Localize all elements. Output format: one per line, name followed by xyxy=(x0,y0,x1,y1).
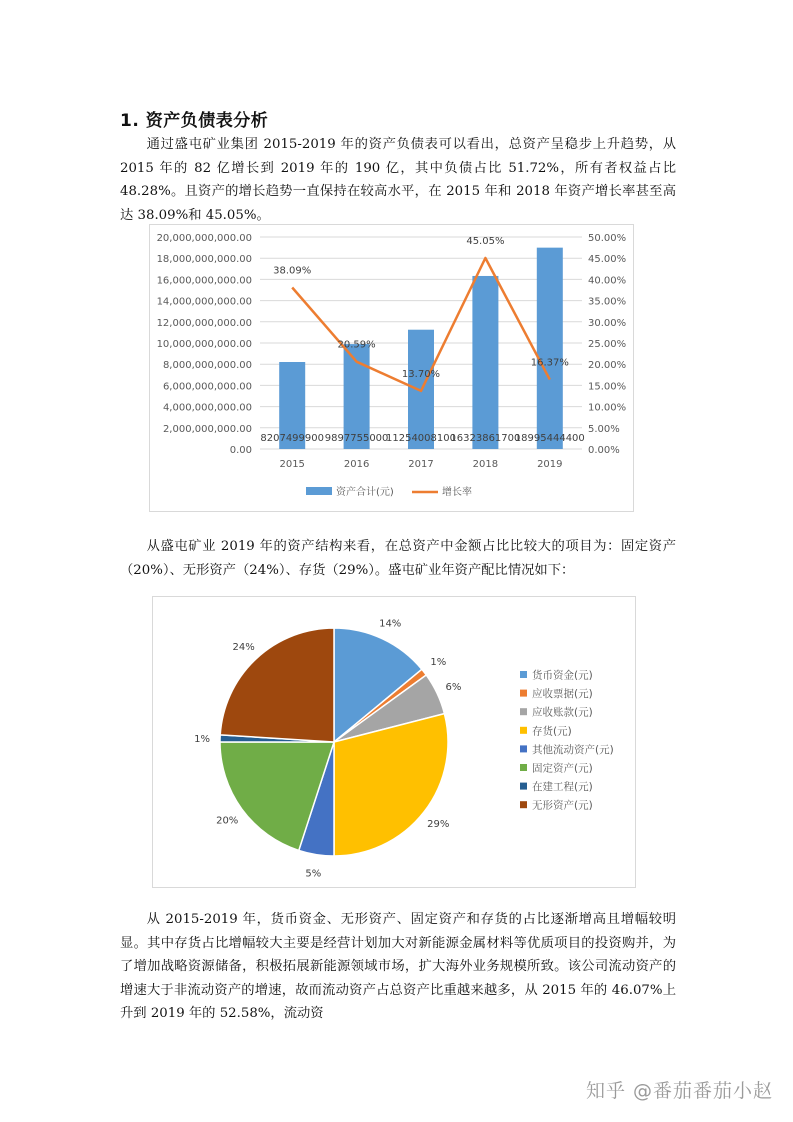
right-axis-tick-label: 45.00% xyxy=(588,254,627,266)
line-data-label: 45.05% xyxy=(466,235,505,247)
right-axis-tick-label: 50.00% xyxy=(588,233,627,244)
bar-data-label: 8207499900 xyxy=(260,433,325,444)
paragraph-text: 通过盛屯矿业集团 2015-2019 年的资产负债表可以看出，总资产呈稳步上升趋势，从 2015 年的 82 亿增长到 2019 年的 190 亿，其中负债占比 51.72%，所有者权益占比 48.28%。且资产的增长趋势一直保持在较高水平，在 2015 年和 2018 年资产增长率甚至高达 38.09%和 45.05%。 xyxy=(120,137,676,223)
legend-label: 无形资产(元) xyxy=(532,799,593,812)
legend-label: 应收账款(元) xyxy=(532,706,593,719)
legend-swatch xyxy=(520,671,527,678)
legend-label-line: 增长率 xyxy=(442,487,472,498)
line-data-label: 20.59% xyxy=(337,339,376,351)
right-axis-tick-label: 0.00% xyxy=(588,445,620,456)
bar-2018 xyxy=(472,276,498,449)
pie-data-label: 29% xyxy=(427,818,450,830)
x-axis-tick-label: 2016 xyxy=(343,459,370,470)
legend-label-bar: 资产合计(元) xyxy=(336,487,394,498)
pie-data-label: 1% xyxy=(430,657,447,669)
left-axis-tick-label: 12,000,000,000.00 xyxy=(156,317,252,329)
right-axis-tick-label: 40.00% xyxy=(588,275,627,287)
legend-swatch xyxy=(520,745,527,752)
left-axis-tick-label: 18,000,000,000.00 xyxy=(156,254,252,266)
left-axis-tick-label: 4,000,000,000.00 xyxy=(162,402,252,414)
total-assets-chart-svg xyxy=(150,225,633,511)
paragraph-asset-trend xyxy=(120,908,676,1026)
pie-data-label: 14% xyxy=(379,618,402,630)
bar-2019 xyxy=(537,248,563,449)
pie-data-label: 5% xyxy=(305,868,322,880)
pie-data-label: 6% xyxy=(445,681,462,693)
legend-label: 在建工程(元) xyxy=(532,781,593,794)
asset-structure-pie-svg xyxy=(153,597,635,887)
right-axis-tick-label: 10.00% xyxy=(588,402,627,414)
x-axis-tick-label: 2015 xyxy=(279,459,305,470)
left-axis-tick-label: 20,000,000,000.00 xyxy=(156,233,252,244)
legend-swatch-bar xyxy=(306,487,332,495)
watermark: 知乎 @番茄番茄小赵 xyxy=(585,1080,773,1102)
legend-swatch xyxy=(520,801,527,808)
right-axis-tick-label: 35.00% xyxy=(588,296,627,308)
legend-label: 应收票据(元) xyxy=(532,688,593,701)
left-axis-tick-label: 10,000,000,000.00 xyxy=(156,339,252,350)
right-axis-tick-label: 5.00% xyxy=(588,423,620,435)
legend-swatch xyxy=(520,764,527,771)
bar-data-label: 11254008100 xyxy=(386,433,456,444)
legend-swatch xyxy=(520,727,527,734)
pie-data-label: 24% xyxy=(232,641,255,653)
left-axis-tick-label: 8,000,000,000.00 xyxy=(162,360,252,372)
bar-data-label: 9897755000 xyxy=(324,433,389,444)
paragraph-text: 从盛屯矿业 2019 年的资产结构来看，在总资产中金额占比比较大的项目为：固定资产（20%）、无形资产（24%）、存货（29%）。盛屯矿业年资产配比情况如下： xyxy=(120,539,676,578)
bar-data-label: 16323861700 xyxy=(450,433,521,444)
paragraph-text: 从 2015-2019 年，货币资金、无形资产、固定资产和存货的占比逐渐增高且增幅较明显。其中存货占比增幅较大主要是经营计划加大对新能源金属材料等优质项目的投资购并，为了增加战略资源储备，积极拓展新能源领域市场，扩大海外业务规模所致。该公司流动资产的增速大于非流动资产的增速，故而流动资产占总资产比重越来越多，从 2015 年的 46.07%上升到 2019 年的 52.58%，流动资 xyxy=(120,912,676,1021)
asset-structure-pie-chart xyxy=(152,596,636,888)
paragraph-asset-overview xyxy=(120,133,676,227)
x-axis-tick-label: 2018 xyxy=(472,459,499,470)
line-data-label: 13.70% xyxy=(401,368,441,380)
pie-data-label: 20% xyxy=(216,815,239,827)
total-assets-chart xyxy=(149,224,634,512)
x-axis-tick-label: 2019 xyxy=(537,459,563,470)
bar-data-label: 18995444400 xyxy=(514,433,585,444)
line-data-label: 16.37% xyxy=(530,357,569,369)
paragraph-asset-structure xyxy=(120,535,676,582)
section-heading: 1. 资产负债表分析 xyxy=(120,111,269,131)
left-axis-tick-label: 14,000,000,000.00 xyxy=(156,296,252,308)
right-axis-tick-label: 15.00% xyxy=(588,381,627,393)
legend-label: 其他流动资产(元) xyxy=(532,743,614,756)
right-axis-tick-label: 20.00% xyxy=(588,360,627,372)
legend-label: 固定资产(元) xyxy=(532,762,593,775)
left-axis-tick-label: 0.00 xyxy=(229,445,252,456)
legend-swatch xyxy=(520,690,527,697)
right-axis-tick-label: 25.00% xyxy=(588,339,627,350)
legend-swatch xyxy=(520,783,527,790)
pie-data-label: 1% xyxy=(194,733,211,745)
line-data-label: 38.09% xyxy=(273,265,312,277)
legend-swatch xyxy=(520,708,527,715)
legend-label: 存货(元) xyxy=(532,725,572,738)
left-axis-tick-label: 16,000,000,000.00 xyxy=(156,275,252,287)
legend-label: 货币资金(元) xyxy=(532,669,593,682)
left-axis-tick-label: 6,000,000,000.00 xyxy=(162,381,252,393)
right-axis-tick-label: 30.00% xyxy=(588,317,627,329)
left-axis-tick-label: 2,000,000,000.00 xyxy=(162,423,252,435)
x-axis-tick-label: 2017 xyxy=(408,459,434,470)
